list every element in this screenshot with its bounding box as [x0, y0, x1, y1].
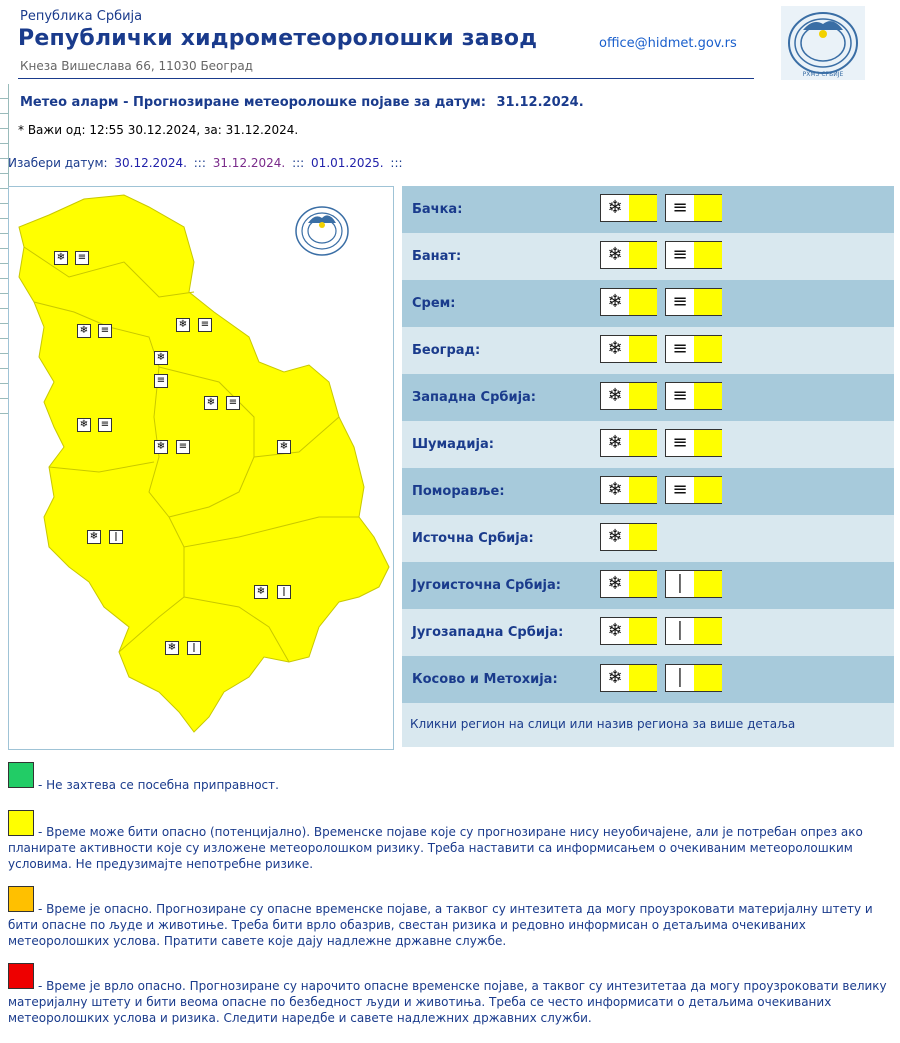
page-title — [20, 95, 584, 110]
legend-green-text: - Не захтева се посебна приправност. — [38, 778, 279, 792]
snow-icon: ❄ — [77, 418, 91, 432]
snow-icon: ❄ — [601, 618, 629, 644]
warning-badge[interactable] — [600, 429, 657, 457]
low-temperature-icon: ǀ — [277, 585, 291, 599]
region-row[interactable] — [402, 186, 894, 233]
warning-badge[interactable] — [665, 476, 722, 504]
region-row[interactable] — [402, 374, 894, 421]
snow-icon: ❄ — [601, 477, 629, 503]
warning-badge[interactable] — [600, 617, 657, 645]
warning-badge[interactable] — [665, 617, 722, 645]
legend-yellow-text: - Време може бити опасно (потенцијално). Временске појаве које су прогнозиране нису неуобичајене, али је потребан опрез ако планирате активности које су изложене метеоролошком ризику. Треба наставити са информисањем о очекиваним метеоролошким условима. Не предузимајте непотребне ризике. — [8, 825, 863, 871]
warning-badge[interactable] — [600, 570, 657, 598]
warning-level-yellow — [694, 477, 722, 503]
warning-level-yellow — [694, 665, 722, 691]
region-name-link[interactable]: Југозападна Србија: — [412, 625, 564, 640]
region-hint — [402, 703, 894, 747]
fog-icon: ≡ — [666, 336, 694, 362]
region-row[interactable] — [402, 656, 894, 703]
date-separator: ::: — [390, 156, 403, 170]
warning-level-yellow — [629, 383, 657, 409]
fog-icon: ≡ — [666, 289, 694, 315]
warning-level-yellow — [694, 336, 722, 362]
header-country: Република Србија — [20, 9, 143, 24]
warning-level-yellow — [694, 383, 722, 409]
fog-icon: ≡ — [666, 430, 694, 456]
warning-level-yellow — [694, 195, 722, 221]
snow-icon: ❄ — [87, 530, 101, 544]
warning-level-yellow — [629, 524, 657, 550]
warning-level-yellow — [694, 242, 722, 268]
warning-level-yellow — [629, 477, 657, 503]
date-selector-label: Изабери датум: — [8, 156, 108, 170]
fog-icon: ≡ — [75, 251, 89, 265]
snow-icon: ❄ — [54, 251, 68, 265]
page-title-date: 31.12.2024. — [496, 95, 584, 110]
low-temperature-icon: │ — [666, 618, 694, 644]
region-row[interactable] — [402, 468, 894, 515]
email-link[interactable]: office@hidmet.gov.rs — [599, 36, 737, 51]
snow-icon: ❄ — [601, 665, 629, 691]
region-name-link[interactable]: Косово и Метохија: — [412, 672, 558, 687]
warning-badge[interactable] — [600, 523, 657, 551]
warning-level-yellow — [629, 571, 657, 597]
warning-badge[interactable] — [665, 429, 722, 457]
warning-level-yellow — [629, 665, 657, 691]
region-row[interactable] — [402, 609, 894, 656]
region-row[interactable] — [402, 233, 894, 280]
region-row[interactable] — [402, 421, 894, 468]
warning-level-yellow — [629, 289, 657, 315]
region-row[interactable] — [402, 515, 894, 562]
map-logo-icon — [292, 201, 352, 261]
date-selector — [8, 156, 406, 170]
regions-table — [402, 186, 894, 747]
snow-icon: ❄ — [154, 440, 168, 454]
warning-badge[interactable] — [600, 382, 657, 410]
snow-icon: ❄ — [154, 351, 168, 365]
legend-red-text: - Време је врло опасно. Прогнозиране су нарочито опасне временске појаве, а таквог су интезитетаа да могу проузроковати велику материјалну штету и бити веома опасне по безбедност људи и животиња. Треба се често информисати о детаљима очекиваних метеоролошких услова и ризика. Следити наредбе и савете надлежних државних служби. — [8, 979, 887, 1025]
warning-level-yellow — [629, 195, 657, 221]
region-row[interactable] — [402, 280, 894, 327]
warning-level-yellow — [694, 430, 722, 456]
region-hint-text: Кликни регион на слици или назив региона за више детаља — [410, 717, 796, 731]
region-row[interactable] — [402, 562, 894, 609]
warning-level-yellow — [694, 618, 722, 644]
warning-badge[interactable] — [665, 382, 722, 410]
fog-icon: ≡ — [666, 242, 694, 268]
warning-badge[interactable] — [600, 288, 657, 316]
logo-text: РХМЗ СРБИЈЕ — [802, 71, 844, 78]
warning-badge[interactable] — [665, 335, 722, 363]
region-name-link[interactable]: Западна Србија: — [412, 390, 537, 405]
region-name-link[interactable]: Шумадија: — [412, 437, 494, 452]
warning-badge[interactable] — [665, 288, 722, 316]
warning-level-yellow — [629, 242, 657, 268]
warning-level-yellow — [629, 430, 657, 456]
warning-badge[interactable] — [600, 241, 657, 269]
fog-icon: ≡ — [226, 396, 240, 410]
region-name-link[interactable]: Банат: — [412, 249, 462, 264]
region-name-link[interactable]: Поморавље: — [412, 484, 505, 499]
snow-icon: ❄ — [165, 641, 179, 655]
header-title: Републички хидрометеоролошки завод — [18, 26, 538, 51]
low-temperature-icon: │ — [666, 665, 694, 691]
fog-icon: ≡ — [176, 440, 190, 454]
warning-badge[interactable] — [665, 664, 722, 692]
warning-badge[interactable] — [665, 194, 722, 222]
warning-badge[interactable] — [600, 476, 657, 504]
fog-icon: ≡ — [98, 324, 112, 338]
snow-icon: ❄ — [601, 571, 629, 597]
snow-icon: ❄ — [601, 289, 629, 315]
warning-badge[interactable] — [665, 241, 722, 269]
fog-icon: ≡ — [666, 383, 694, 409]
low-temperature-icon: │ — [666, 571, 694, 597]
date-option-2[interactable]: 31.12.2024. — [212, 156, 286, 170]
legend-orange-text: - Време је опасно. Прогнозиране су опасне временске појаве, а таквог су интезитета да могу проузроковати материјалну штету и бити опасне по људе и животиње. Треба бити врло обазрив, свестан ризика и редовно информисан о детаљима очекиваних метеоролошких услова. Пратити савете које дају надлежне државне службе. — [8, 902, 873, 948]
snow-icon: ❄ — [601, 242, 629, 268]
snow-icon: ❄ — [601, 336, 629, 362]
page-title-prefix: Метео аларм - Прогнозиране метеоролошке појаве за датум: — [20, 95, 486, 110]
snow-icon: ❄ — [204, 396, 218, 410]
snow-icon: ❄ — [176, 318, 190, 332]
region-name-link[interactable]: Југоисточна Србија: — [412, 578, 561, 593]
snow-icon: ❄ — [601, 195, 629, 221]
warning-badge[interactable] — [665, 570, 722, 598]
rhmz-logo[interactable] — [781, 6, 865, 80]
snow-icon: ❄ — [601, 524, 629, 550]
fog-icon: ≡ — [154, 374, 168, 388]
serbia-map[interactable] — [8, 186, 394, 750]
region-name-link[interactable]: Срем: — [412, 296, 456, 311]
fog-icon: ≡ — [98, 418, 112, 432]
date-separator: ::: — [193, 156, 206, 170]
fog-icon: ≡ — [666, 477, 694, 503]
date-option-3[interactable]: 01.01.2025. — [311, 156, 384, 170]
warning-level-yellow — [629, 618, 657, 644]
fog-icon: ≡ — [666, 195, 694, 221]
snow-icon: ❄ — [254, 585, 268, 599]
region-name-link[interactable]: Источна Србија: — [412, 531, 534, 546]
warning-level-yellow — [694, 571, 722, 597]
snow-icon: ❄ — [601, 383, 629, 409]
date-separator: ::: — [292, 156, 305, 170]
header-address: Кнеза Вишеслава 66, 11030 Београд — [20, 59, 253, 73]
region-row[interactable] — [402, 327, 894, 374]
fog-icon: ≡ — [198, 318, 212, 332]
date-option-1[interactable]: 30.12.2024. — [114, 156, 187, 170]
warning-badge[interactable] — [600, 335, 657, 363]
snow-icon: ❄ — [277, 440, 291, 454]
low-temperature-icon: ǀ — [187, 641, 201, 655]
warning-badge[interactable] — [600, 664, 657, 692]
warning-level-yellow — [694, 289, 722, 315]
snow-icon: ❄ — [77, 324, 91, 338]
warning-badge[interactable] — [600, 194, 657, 222]
snow-icon: ❄ — [601, 430, 629, 456]
region-name-link[interactable]: Бачка: — [412, 202, 463, 217]
valid-text: * Важи од: 12:55 30.12.2024, за: 31.12.2024. — [18, 123, 299, 137]
region-name-link[interactable]: Београд: — [412, 343, 481, 358]
low-temperature-icon: ǀ — [109, 530, 123, 544]
header-divider — [18, 78, 754, 79]
warning-level-yellow — [629, 336, 657, 362]
